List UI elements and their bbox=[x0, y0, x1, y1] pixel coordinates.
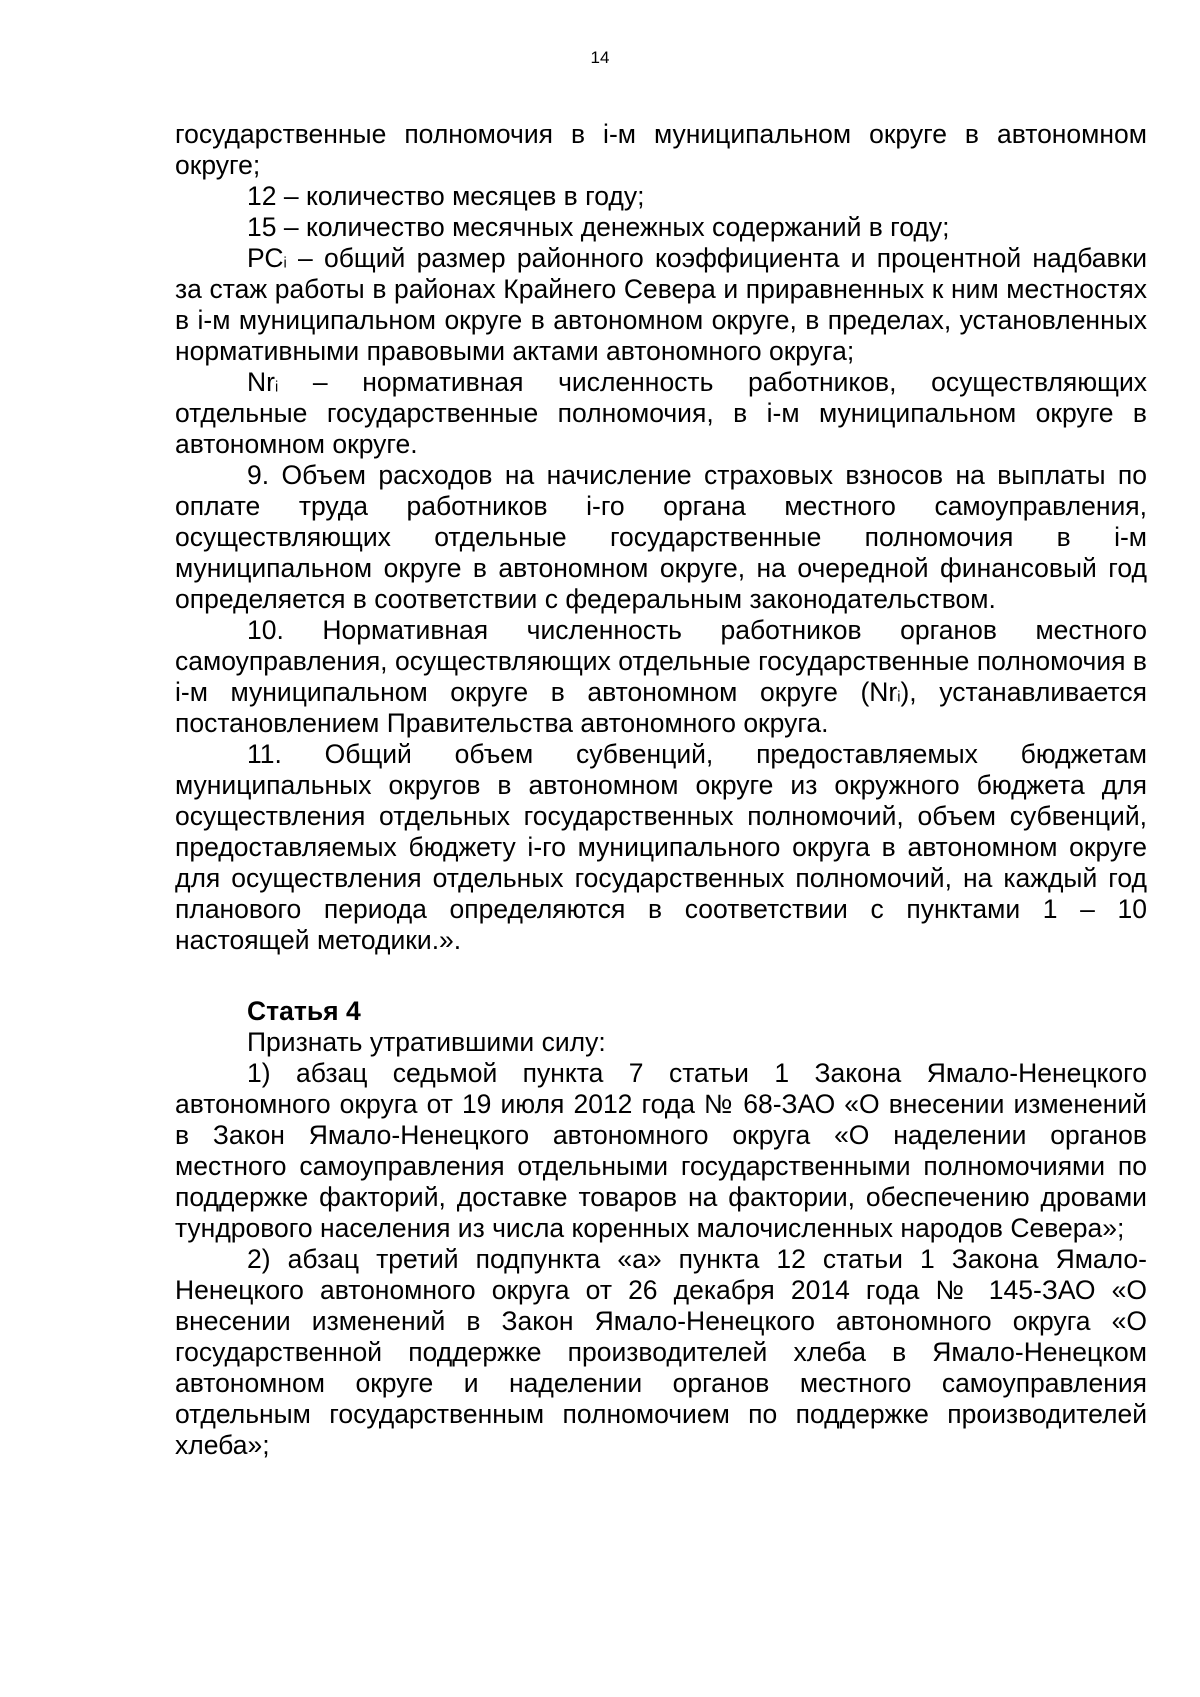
article-items bbox=[175, 1058, 1147, 1461]
paragraph-text: 11. Общий объем субвенций, предоставляемых бюджетам муниципальных округов в автономном округе из окружного бюджета для осуществления отдельных государственных полномочий, объем субвенций, предоставляемых бюджету i-го муниципального округа в автономном округе для осуществления отдельных государственных полномочий, на каждый год планового периода определяются в соответствии с пунктами 1 – 10 настоящей методики.». bbox=[175, 739, 1147, 955]
paragraph-text: 15 – количество месячных денежных содержаний в году; bbox=[247, 212, 950, 242]
paragraph-text: – общий размер районного коэффициента и процентной надбавки за стаж работы в районах Крайнего Севера и приравненных к ним местностях в i-м муниципальном округе в автономном округе, в пределах, установленных нормативными правовыми актами автономного округа; bbox=[175, 243, 1147, 366]
subscript: i bbox=[283, 255, 287, 272]
subscript: i bbox=[897, 689, 901, 706]
paragraph bbox=[175, 460, 1147, 615]
article-intro: Признать утратившими силу: bbox=[247, 1027, 606, 1057]
subscript: i bbox=[274, 379, 279, 396]
document-body bbox=[175, 119, 1147, 1461]
article-item: 2) абзац третий подпункта «а» пункта 12 статьи 1 Закона Ямало-Ненецкого автономного округа от 26 декабря 2014 года № 145-ЗАО «О внесении изменений в Закон Ямало-Ненецкого автономного округа «О государственной поддержке производителей хлеба в Ямало-Ненецком автономном округе и наделении органов местного самоуправления отдельным государственным полномочием по поддержке производителей хлеба»; bbox=[175, 1244, 1147, 1460]
paragraph bbox=[175, 243, 1147, 367]
section-spacer bbox=[175, 956, 1147, 996]
paragraph bbox=[175, 367, 1147, 460]
paragraph bbox=[175, 739, 1147, 956]
paragraph-text: ), устанавливается постановлением Правительства автономного округа. bbox=[175, 677, 1147, 738]
paragraph bbox=[175, 615, 1147, 739]
paragraph-text: – нормативная численность работников, осуществляющих отдельные государственные полномочия, в i-м муниципальном округе в автономном округе. bbox=[175, 367, 1147, 459]
paragraph-text: 12 – количество месяцев в году; bbox=[247, 181, 645, 211]
paragraph-text: 9. Объем расходов на начисление страховых взносов на выплаты по оплате труда работников i-го органа местного самоуправления, осуществляющих отдельные государственные полномочия в i-м муниципальном округе в автономном округе, на очередной финансовый год определяется в соответствии с федеральным законодательством. bbox=[175, 460, 1147, 614]
paragraph bbox=[175, 212, 1147, 243]
paragraph bbox=[175, 119, 1147, 181]
article-heading: Статья 4 bbox=[247, 996, 361, 1026]
page-number: 14 bbox=[590, 48, 610, 67]
paragraph-text: государственные полномочия в i-м муниципальном округе в автономном округе; bbox=[175, 119, 1147, 180]
paragraph bbox=[175, 181, 1147, 212]
article-item: 1) абзац седьмой пункта 7 статьи 1 Закона Ямало-Ненецкого автономного округа от 19 июля 2012 года № 68-ЗАО «О внесении изменений в Закон Ямало-Ненецкого автономного округа «О наделении органов местного самоуправления отдельными государственными полномочиями по поддержке факторий, доставке товаров на фактории, обеспечению дровами тундрового населения из числа коренных малочисленных народов Севера»; bbox=[175, 1058, 1147, 1243]
paragraph-text: 10. Нормативная численность работников органов местного самоуправления, осуществляющих отдельные государственные полномочия в i-м муниципальном округе в автономном округе (Nr bbox=[175, 615, 1147, 707]
paragraph-text: Nr bbox=[247, 367, 275, 397]
paragraph-text: РС bbox=[247, 243, 284, 273]
paragraphs-before bbox=[175, 119, 1147, 956]
